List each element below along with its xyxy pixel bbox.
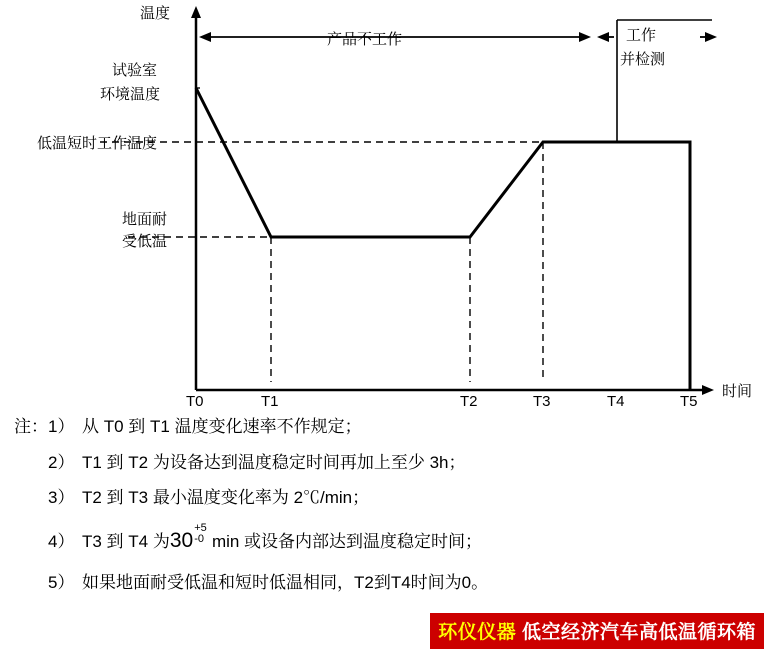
note-text: 从 T0 到 T1 温度变化速率不作规定； bbox=[82, 417, 362, 436]
label-ground-low-temp-line2: 受低温 bbox=[122, 233, 168, 250]
watermark-product: 低空经济汽车高低温循环箱 bbox=[521, 622, 756, 643]
x-tick-t4: T4 bbox=[607, 393, 625, 410]
x-axis-label: 时间 bbox=[722, 383, 753, 400]
note-number: 1） bbox=[48, 417, 75, 436]
span-arrow-working-left-head bbox=[597, 32, 609, 42]
note-post: min 或设备内部达到温度稳定时间； bbox=[207, 531, 483, 551]
note-number: 3） bbox=[48, 488, 75, 507]
note-text: T1 到 T2 为设备达到温度稳定时间再加上至少 3h； bbox=[82, 452, 466, 472]
watermark-badge bbox=[430, 613, 764, 649]
note-number: 2） bbox=[48, 452, 75, 472]
note-text bbox=[82, 522, 764, 557]
label-working-line1: 工作 bbox=[626, 27, 657, 44]
x-tick-t0: T0 bbox=[186, 393, 204, 410]
span-arrow-working-right-head bbox=[705, 32, 717, 42]
label-working-line2: 并检测 bbox=[620, 51, 666, 68]
note-item bbox=[0, 485, 764, 511]
label-low-temp-short-work: 低温短时工作温度 bbox=[37, 135, 158, 152]
label-ambient-line2: 环境温度 bbox=[100, 86, 161, 103]
note-item bbox=[0, 414, 764, 440]
x-tick-t5: T5 bbox=[680, 393, 698, 410]
x-tick-t3: T3 bbox=[533, 393, 551, 410]
x-tick-t2: T2 bbox=[460, 393, 478, 410]
note-tolerance-minus: -0 bbox=[194, 533, 204, 546]
watermark-brand: 环仪仪器 bbox=[438, 622, 517, 643]
x-axis-arrow bbox=[702, 385, 714, 395]
span-arrow-right-head bbox=[579, 32, 591, 42]
temperature-curve bbox=[196, 88, 690, 390]
notes-prefix: 注： bbox=[14, 417, 48, 436]
note-item bbox=[0, 570, 764, 596]
note-item bbox=[0, 522, 764, 557]
label-ambient-line1: 试验室 bbox=[112, 62, 158, 79]
note-item bbox=[0, 450, 764, 476]
span-arrow-left-head bbox=[199, 32, 211, 42]
note-value: 30 bbox=[169, 528, 194, 552]
note-text: T2 到 T3 最小温度变化率为 2℃/min； bbox=[82, 488, 370, 507]
note-text: 如果地面耐受低温和短时低温相同，T2到T4时间为0。 bbox=[82, 573, 489, 592]
note-number: 5） bbox=[48, 573, 75, 592]
y-axis-label: 温度 bbox=[140, 5, 171, 22]
label-ground-low-temp-line1: 地面耐 bbox=[122, 211, 168, 228]
x-tick-t1: T1 bbox=[261, 393, 279, 410]
label-product-not-working: 产品不工作 bbox=[327, 31, 403, 48]
note-pre: T3 到 T4 为 bbox=[82, 531, 170, 551]
y-axis-arrow bbox=[191, 6, 201, 18]
notes-section bbox=[0, 414, 764, 606]
note-number: 4） bbox=[48, 531, 75, 551]
note-tolerance-plus: +5 bbox=[194, 522, 207, 535]
